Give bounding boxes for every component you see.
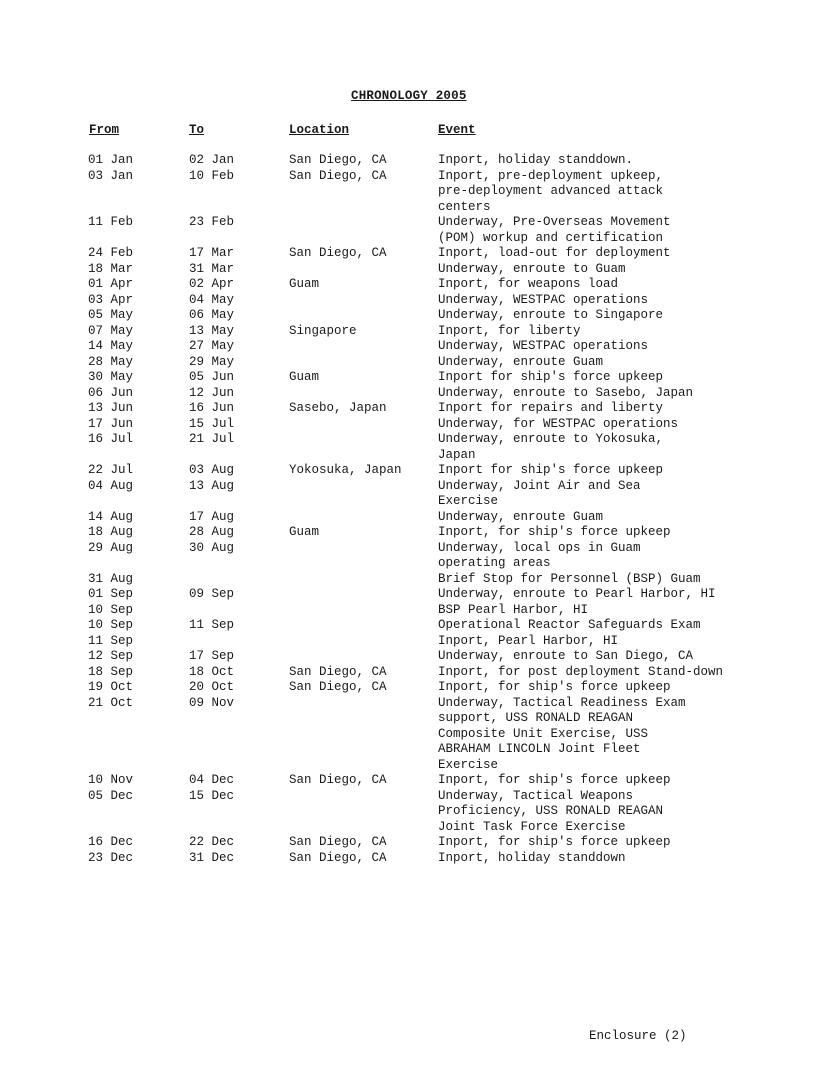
table-row — [0, 649, 839, 665]
from-cell: 17 Jun — [88, 416, 134, 431]
event-cell: Underway, enroute to Guam — [438, 261, 626, 276]
to-cell: 09 Sep — [189, 587, 235, 601]
location-cell: Guam — [289, 525, 320, 539]
from-cell: 10 Sep — [88, 618, 134, 632]
to-cell: 28 Aug — [189, 525, 235, 539]
to-cell: 15 Dec — [189, 788, 235, 803]
to-cell: 03 Aug — [189, 463, 235, 477]
event-cell: Exercise — [438, 494, 499, 508]
from-cell: 23 Dec — [88, 850, 134, 865]
table-row — [0, 324, 839, 340]
location-cell: San Diego, CA — [289, 680, 387, 694]
event-cell: Underway, enroute to Pearl Harbor, HI — [438, 587, 716, 601]
from-cell: 21 Oct — [88, 695, 134, 710]
from-cell: 13 Jun — [88, 401, 134, 415]
table-row — [0, 401, 839, 417]
from-cell: 31 Aug — [88, 571, 134, 586]
location-cell: San Diego, CA — [289, 850, 387, 865]
to-cell: 22 Dec — [189, 835, 235, 849]
header-from: From — [89, 123, 120, 137]
from-cell: 10 Nov — [88, 773, 134, 787]
from-cell: 11 Feb — [88, 215, 134, 229]
location-cell: Guam — [289, 370, 320, 384]
table-row — [0, 463, 839, 479]
to-cell: 04 Dec — [189, 773, 235, 787]
event-cell: Underway, WESTPAC operations — [438, 292, 649, 307]
table-row — [0, 215, 839, 231]
table-row — [0, 541, 839, 557]
from-cell: 11 Sep — [88, 633, 134, 648]
header-location: Location — [289, 123, 350, 137]
from-cell: 16 Dec — [88, 835, 134, 849]
table-row — [0, 417, 839, 433]
table-row — [0, 820, 839, 836]
to-cell: 13 Aug — [189, 478, 235, 493]
from-cell: 14 Aug — [88, 509, 134, 524]
to-cell: 18 Oct — [189, 664, 235, 679]
location-cell: San Diego, CA — [289, 835, 387, 849]
chronology-table — [0, 153, 839, 866]
event-cell: Underway, enroute Guam — [438, 509, 604, 524]
location-cell: Guam — [289, 277, 320, 291]
event-cell: Proficiency, USS RONALD REAGAN — [438, 804, 664, 818]
from-cell: 01 Sep — [88, 587, 134, 601]
event-cell: Underway, Pre-Overseas Movement — [438, 215, 671, 229]
to-cell: 30 Aug — [189, 540, 235, 555]
table-row — [0, 618, 839, 634]
from-cell: 14 May — [88, 339, 134, 353]
from-cell: 18 Sep — [88, 664, 134, 679]
event-cell: Composite Unit Exercise, USS — [438, 726, 649, 741]
event-cell: Inport, for weapons load — [438, 277, 619, 291]
event-cell: Operational Reactor Safeguards Exam — [438, 618, 701, 632]
event-cell: Underway, Tactical Weapons — [438, 788, 634, 803]
to-cell: 17 Sep — [189, 649, 235, 663]
table-row — [0, 587, 839, 603]
to-cell: 31 Mar — [189, 261, 235, 276]
to-cell: 17 Aug — [189, 509, 235, 524]
event-cell: Inport, for ship's force upkeep — [438, 680, 671, 694]
event-cell: operating areas — [438, 556, 551, 570]
from-cell: 03 Jan — [88, 168, 134, 183]
from-cell: 01 Jan — [88, 153, 134, 167]
to-cell: 16 Jun — [189, 401, 235, 415]
event-cell: Underway, enroute to Yokosuka, — [438, 432, 664, 446]
event-cell: Underway, WESTPAC operations — [438, 339, 649, 353]
table-row — [0, 494, 839, 510]
table-row — [0, 711, 839, 727]
to-cell: 04 May — [189, 292, 235, 307]
table-row — [0, 355, 839, 371]
to-cell: 23 Feb — [189, 215, 235, 229]
table-row — [0, 153, 839, 169]
table-row — [0, 231, 839, 247]
to-cell: 02 Jan — [189, 153, 235, 167]
event-cell: Inport, holiday standdown. — [438, 153, 634, 167]
from-cell: 05 May — [88, 308, 134, 322]
event-cell: Inport for ship's force upkeep — [438, 463, 664, 477]
table-row — [0, 525, 839, 541]
from-cell: 29 Aug — [88, 540, 134, 555]
table-row — [0, 370, 839, 386]
from-cell: 24 Feb — [88, 246, 134, 260]
event-cell: Underway, for WESTPAC operations — [438, 416, 679, 431]
from-cell: 10 Sep — [88, 602, 134, 617]
table-row — [0, 835, 839, 851]
event-cell: Underway, Joint Air and Sea — [438, 478, 641, 493]
table-row — [0, 727, 839, 743]
from-cell: 16 Jul — [88, 432, 134, 446]
event-cell: Underway, enroute Guam — [438, 354, 604, 369]
from-cell: 22 Jul — [88, 463, 134, 477]
location-cell: Yokosuka, Japan — [289, 463, 402, 477]
event-cell: ABRAHAM LINCOLN Joint Fleet — [438, 742, 641, 756]
table-row — [0, 665, 839, 681]
table-row — [0, 603, 839, 619]
table-row — [0, 804, 839, 820]
event-cell: Underway, Tactical Readiness Exam — [438, 695, 686, 710]
event-cell: Inport, for post deployment Stand-down — [438, 664, 724, 679]
to-cell: 12 Jun — [189, 385, 235, 400]
to-cell: 31 Dec — [189, 850, 235, 865]
event-cell: Exercise — [438, 757, 499, 772]
table-row — [0, 851, 839, 867]
location-cell: Singapore — [289, 323, 357, 338]
table-row — [0, 479, 839, 495]
from-cell: 06 Jun — [88, 385, 134, 400]
event-cell: pre-deployment advanced attack — [438, 184, 664, 198]
table-row — [0, 448, 839, 464]
from-cell: 30 May — [88, 370, 134, 384]
event-cell: Inport, for ship's force upkeep — [438, 525, 671, 539]
table-row — [0, 634, 839, 650]
event-cell: Inport, for liberty — [438, 323, 581, 338]
to-cell: 20 Oct — [189, 680, 235, 694]
event-cell: Inport, pre-deployment upkeep, — [438, 168, 664, 183]
header-event: Event — [438, 123, 476, 137]
event-cell: Japan — [438, 447, 476, 462]
to-cell: 06 May — [189, 308, 235, 322]
table-row — [0, 262, 839, 278]
from-cell: 18 Aug — [88, 525, 134, 539]
location-cell: San Diego, CA — [289, 168, 387, 183]
event-cell: Inport for ship's force upkeep — [438, 370, 664, 384]
header-to: To — [189, 123, 205, 137]
table-row — [0, 386, 839, 402]
to-cell: 13 May — [189, 323, 235, 338]
to-cell: 29 May — [189, 354, 235, 369]
table-row — [0, 432, 839, 448]
event-cell: Underway, enroute to San Diego, CA — [438, 649, 694, 663]
table-row — [0, 277, 839, 293]
table-row — [0, 572, 839, 588]
location-cell: San Diego, CA — [289, 773, 387, 787]
event-cell: Inport, Pearl Harbor, HI — [438, 633, 619, 648]
location-cell: San Diego, CA — [289, 664, 387, 679]
event-cell: Underway, enroute to Sasebo, Japan — [438, 385, 694, 400]
from-cell: 12 Sep — [88, 649, 134, 663]
event-cell: Brief Stop for Personnel (BSP) Guam — [438, 571, 701, 586]
table-row — [0, 339, 839, 355]
enclosure-label: Enclosure (2) — [589, 1029, 687, 1043]
to-cell: 21 Jul — [189, 432, 235, 446]
from-cell: 07 May — [88, 323, 134, 338]
event-cell: Inport, load-out for deployment — [438, 246, 671, 260]
table-row — [0, 308, 839, 324]
event-cell: support, USS RONALD REAGAN — [438, 711, 634, 725]
table-row — [0, 200, 839, 216]
event-cell: Joint Task Force Exercise — [438, 819, 626, 834]
to-cell: 09 Nov — [189, 695, 235, 710]
event-cell: Underway, local ops in Guam — [438, 540, 641, 555]
event-cell: centers — [438, 199, 491, 214]
table-row — [0, 184, 839, 200]
event-cell: Inport, holiday standdown — [438, 850, 626, 865]
event-cell: Inport, for ship's force upkeep — [438, 835, 671, 849]
from-cell: 19 Oct — [88, 680, 134, 694]
from-cell: 05 Dec — [88, 788, 134, 803]
table-row — [0, 293, 839, 309]
to-cell: 10 Feb — [189, 168, 235, 183]
table-row — [0, 169, 839, 185]
table-row — [0, 789, 839, 805]
event-cell: BSP Pearl Harbor, HI — [438, 602, 589, 617]
from-cell: 04 Aug — [88, 478, 134, 493]
to-cell: 15 Jul — [189, 416, 235, 431]
event-cell: Inport, for ship's force upkeep — [438, 773, 671, 787]
from-cell: 01 Apr — [88, 277, 134, 291]
event-cell: Inport for repairs and liberty — [438, 401, 664, 415]
to-cell: 27 May — [189, 339, 235, 353]
location-cell: San Diego, CA — [289, 246, 387, 260]
table-row — [0, 556, 839, 572]
event-cell: (POM) workup and certification — [438, 230, 664, 245]
from-cell: 03 Apr — [88, 292, 134, 307]
table-row — [0, 758, 839, 774]
from-cell: 28 May — [88, 354, 134, 369]
location-cell: Sasebo, Japan — [289, 401, 387, 415]
to-cell: 05 Jun — [189, 370, 235, 384]
page-title: CHRONOLOGY 2005 — [351, 89, 467, 103]
event-cell: Underway, enroute to Singapore — [438, 308, 664, 322]
table-row — [0, 680, 839, 696]
from-cell: 18 Mar — [88, 261, 134, 276]
table-row — [0, 246, 839, 262]
table-row — [0, 696, 839, 712]
table-row — [0, 742, 839, 758]
table-row — [0, 510, 839, 526]
to-cell: 11 Sep — [189, 618, 235, 632]
to-cell: 02 Apr — [189, 277, 235, 291]
location-cell: San Diego, CA — [289, 153, 387, 167]
to-cell: 17 Mar — [189, 246, 235, 260]
table-row — [0, 773, 839, 789]
